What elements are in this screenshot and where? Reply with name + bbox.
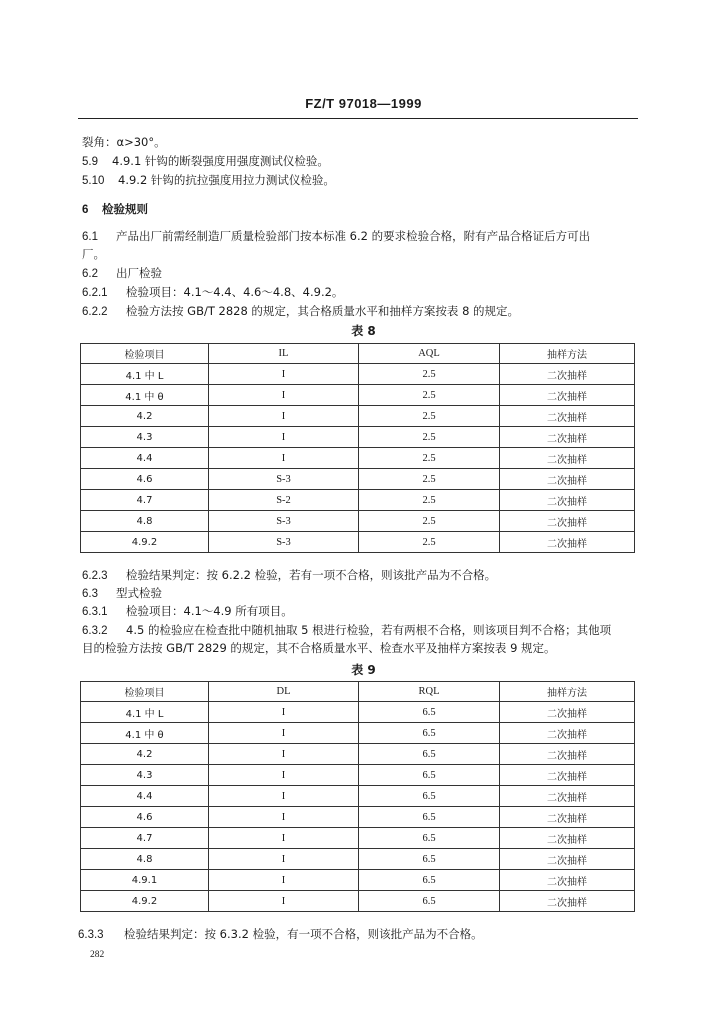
table-row — [81, 807, 635, 828]
cell-quality: 2.5 — [359, 469, 500, 490]
cell-level: S-2 — [209, 490, 359, 511]
clause-6-1 — [82, 228, 590, 245]
cell-method: 二次抽样 — [500, 532, 635, 553]
clause-number: 5.9 — [82, 156, 98, 168]
cell-level: I — [209, 448, 359, 469]
clause-title: 型式检验 — [116, 586, 162, 600]
clause-6-3-3 — [78, 926, 483, 943]
cell-quality: 2.5 — [359, 406, 500, 427]
clause-text: 4.9.2 针钩的抗拉强度用拉力测试仪检验。 — [118, 173, 335, 187]
cell-item: 4.1 中 θ — [81, 385, 209, 406]
cell-method: 二次抽样 — [500, 786, 635, 807]
cell-item: 4.6 — [81, 469, 209, 490]
section-number: 6 — [82, 204, 89, 216]
cell-item: 4.4 — [81, 448, 209, 469]
table-row — [81, 427, 635, 448]
clause-6-1-continued: 厂。 — [82, 247, 105, 261]
cell-quality: 2.5 — [359, 490, 500, 511]
cell-item: 4.4 — [81, 786, 209, 807]
clause-number: 6.2.3 — [82, 570, 108, 582]
cell-quality: 6.5 — [359, 849, 500, 870]
cell-level: I — [209, 723, 359, 744]
cell-level: I — [209, 849, 359, 870]
table-row — [81, 490, 635, 511]
cell-quality: 6.5 — [359, 786, 500, 807]
cell-quality: 2.5 — [359, 532, 500, 553]
cell-level: I — [209, 702, 359, 723]
clause-text: 4.5 的检验应在检查批中随机抽取 5 根进行检验，若有两根不合格，则该项目判不合格；其他项 — [126, 623, 612, 637]
cell-method: 二次抽样 — [500, 490, 635, 511]
cell-level: I — [209, 891, 359, 912]
cell-quality: 6.5 — [359, 744, 500, 765]
cell-level: I — [209, 765, 359, 786]
cell-method: 二次抽样 — [500, 469, 635, 490]
document-header: FZ/T 97018—1999 — [305, 96, 422, 111]
cell-method: 二次抽样 — [500, 427, 635, 448]
clause-5-9 — [82, 153, 329, 170]
cell-item: 4.1 中 L — [81, 702, 209, 723]
table-row — [81, 469, 635, 490]
clause-number: 6.3.2 — [82, 625, 108, 637]
cell-item: 4.6 — [81, 807, 209, 828]
clause-5-10 — [82, 172, 335, 189]
table-row — [81, 870, 635, 891]
clause-text: 检验方法按 GB/T 2828 的规定，其合格质量水平和抽样方案按表 8 的规定。 — [126, 304, 520, 318]
cell-method: 二次抽样 — [500, 723, 635, 744]
cell-quality: 2.5 — [359, 511, 500, 532]
cell-level: I — [209, 744, 359, 765]
table-row — [81, 532, 635, 553]
clause-6-3-1 — [82, 603, 293, 620]
table-row — [81, 406, 635, 427]
cell-item: 4.9.2 — [81, 532, 209, 553]
cell-quality: 6.5 — [359, 765, 500, 786]
cell-level: S-3 — [209, 511, 359, 532]
cell-method: 二次抽样 — [500, 511, 635, 532]
clause-number: 6.3 — [82, 588, 98, 600]
cell-quality: 6.5 — [359, 828, 500, 849]
table-row — [81, 364, 635, 385]
clause-number: 6.2 — [82, 268, 98, 280]
cell-level: I — [209, 385, 359, 406]
cell-level: I — [209, 828, 359, 849]
table-8-caption: 表 8 — [351, 324, 376, 338]
cell-method: 二次抽样 — [500, 870, 635, 891]
page-number: 282 — [90, 950, 105, 960]
cell-quality: 6.5 — [359, 807, 500, 828]
cell-item: 4.1 中 θ — [81, 723, 209, 744]
column-header: 检验项目 — [81, 682, 209, 702]
cell-method: 二次抽样 — [500, 849, 635, 870]
clause-text: 检验结果判定：按 6.2.2 检验，若有一项不合格，则该批产品为不合格。 — [126, 568, 497, 582]
cell-quality: 6.5 — [359, 870, 500, 891]
cell-quality: 6.5 — [359, 702, 500, 723]
cell-item: 4.2 — [81, 744, 209, 765]
cell-item: 4.9.1 — [81, 870, 209, 891]
cell-level: I — [209, 427, 359, 448]
column-header: 检验项目 — [81, 344, 209, 364]
table-row — [81, 744, 635, 765]
cell-item: 4.8 — [81, 511, 209, 532]
clause-6-2-1 — [82, 284, 343, 301]
cell-method: 二次抽样 — [500, 744, 635, 765]
table-header-row — [81, 682, 635, 702]
header-rule — [78, 118, 638, 119]
table-8 — [80, 343, 635, 553]
clause-number: 6.2.1 — [82, 287, 108, 299]
cell-level: I — [209, 786, 359, 807]
cell-quality: 2.5 — [359, 427, 500, 448]
column-header: 抽样方法 — [500, 682, 635, 702]
clause-number: 6.2.2 — [82, 306, 108, 318]
cell-item: 4.3 — [81, 427, 209, 448]
clause-title: 出厂检验 — [116, 266, 162, 280]
table-row — [81, 891, 635, 912]
cell-level: S-3 — [209, 469, 359, 490]
column-header: AQL — [359, 344, 500, 364]
table-row — [81, 723, 635, 744]
cell-item: 4.1 中 L — [81, 364, 209, 385]
clause-6-2 — [82, 265, 162, 282]
cell-level: I — [209, 807, 359, 828]
cell-level: I — [209, 364, 359, 385]
cell-level: S-3 — [209, 532, 359, 553]
cell-quality: 2.5 — [359, 364, 500, 385]
cell-level: I — [209, 870, 359, 891]
table-row — [81, 448, 635, 469]
table-row — [81, 511, 635, 532]
clause-text: 检验结果判定：按 6.3.2 检验，有一项不合格，则该批产品为不合格。 — [124, 927, 483, 941]
table-9-caption: 表 9 — [351, 663, 376, 677]
table-row — [81, 786, 635, 807]
cell-method: 二次抽样 — [500, 448, 635, 469]
paragraph-angle: 裂角：α>30°。 — [82, 135, 166, 149]
clause-number: 5.10 — [82, 175, 105, 187]
table-row — [81, 702, 635, 723]
cell-item: 4.7 — [81, 490, 209, 511]
cell-method: 二次抽样 — [500, 385, 635, 406]
cell-item: 4.2 — [81, 406, 209, 427]
clause-6-3-2-continued: 目的检验方法按 GB/T 2829 的规定，其不合格质量水平、检查水平及抽样方案按表 9 规定。 — [82, 641, 556, 655]
section-title: 检验规则 — [102, 202, 148, 216]
cell-quality: 6.5 — [359, 891, 500, 912]
cell-method: 二次抽样 — [500, 364, 635, 385]
clause-text: 产品出厂前需经制造厂质量检验部门按本标准 6.2 的要求检验合格，附有产品合格证后方可出 — [116, 229, 591, 243]
cell-item: 4.8 — [81, 849, 209, 870]
cell-quality: 2.5 — [359, 448, 500, 469]
table-row — [81, 828, 635, 849]
table-header-row — [81, 344, 635, 364]
cell-quality: 2.5 — [359, 385, 500, 406]
column-header: IL — [209, 344, 359, 364]
clause-number: 6.1 — [82, 231, 98, 243]
column-header: 抽样方法 — [500, 344, 635, 364]
clause-6-3-2 — [82, 622, 611, 639]
cell-item: 4.3 — [81, 765, 209, 786]
cell-method: 二次抽样 — [500, 891, 635, 912]
cell-level: I — [209, 406, 359, 427]
cell-method: 二次抽样 — [500, 406, 635, 427]
clause-6-2-2 — [82, 303, 519, 320]
clause-text: 检验项目：4.1～4.9 所有项目。 — [126, 604, 293, 618]
table-row — [81, 765, 635, 786]
clause-number: 6.3.3 — [78, 929, 104, 941]
table-row — [81, 385, 635, 406]
table-9 — [80, 681, 635, 912]
cell-item: 4.7 — [81, 828, 209, 849]
cell-method: 二次抽样 — [500, 828, 635, 849]
cell-method: 二次抽样 — [500, 765, 635, 786]
column-header: DL — [209, 682, 359, 702]
section-6-heading — [82, 201, 148, 218]
cell-quality: 6.5 — [359, 723, 500, 744]
cell-item: 4.9.2 — [81, 891, 209, 912]
clause-6-2-3 — [82, 567, 496, 584]
cell-method: 二次抽样 — [500, 807, 635, 828]
cell-method: 二次抽样 — [500, 702, 635, 723]
clause-6-3 — [82, 585, 162, 602]
clause-text: 4.9.1 针钩的断裂强度用强度测试仪检验。 — [112, 154, 329, 168]
table-row — [81, 849, 635, 870]
clause-text: 检验项目：4.1～4.4、4.6～4.8、4.9.2。 — [126, 285, 344, 299]
column-header: RQL — [359, 682, 500, 702]
clause-number: 6.3.1 — [82, 606, 108, 618]
